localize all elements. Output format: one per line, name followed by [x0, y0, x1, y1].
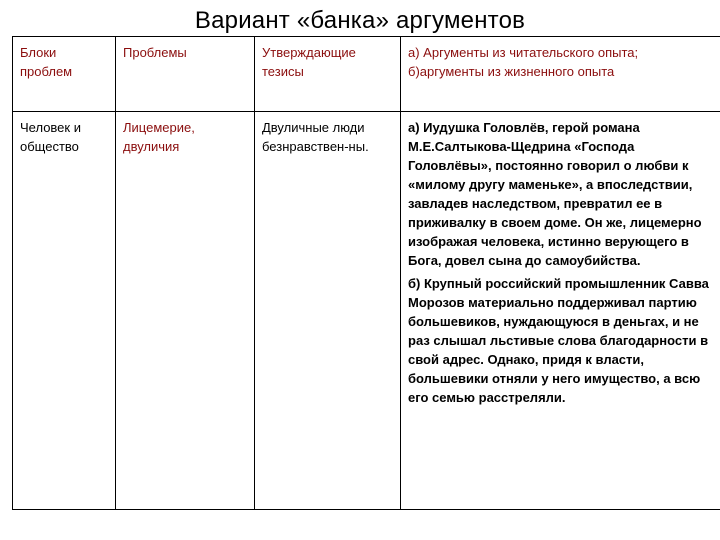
cell-arguments	[401, 112, 720, 510]
page-title: Вариант «банка» аргументов	[194, 7, 526, 34]
table-row	[13, 112, 720, 510]
argument-life: б) Крупный российский промышленник Савва Морозов материально поддерживал партию большевиков, нуждающуюся в деньгах, и не раз слышал льстивые слова благодарности в свой адрес. Однако, придя к власти, большевики отняли у него имущество, а всю его семью расстреляли.	[408, 276, 709, 405]
argument-literary: а) Иудушка Головлёв, герой романа М.Е.Салтыкова-Щедрина «Господа Головлёвы», постоянно говорил о любви к «милому другу маменьке», а впоследствии, завладев наследством, превратил ее в приживалку в своем доме. Он же, лицемерно изображая человека, истинно верующего в Бога, довел сына до самоубийства.	[408, 120, 702, 268]
header-blocks: Блоки проблем	[13, 37, 116, 112]
cell-block: Человек и общество	[13, 112, 116, 510]
header-problems: Проблемы	[116, 37, 255, 112]
cell-problem: Лицемерие, двуличия	[116, 112, 255, 510]
header-arguments: а) Аргументы из читательского опыта; б)аргументы из жизненного опыта	[401, 37, 720, 112]
arguments-table	[12, 36, 720, 510]
table-header-row	[13, 37, 720, 112]
cell-thesis: Двуличные люди безнравствен-ны.	[255, 112, 401, 510]
header-theses: Утверждающие тезисы	[255, 37, 401, 112]
